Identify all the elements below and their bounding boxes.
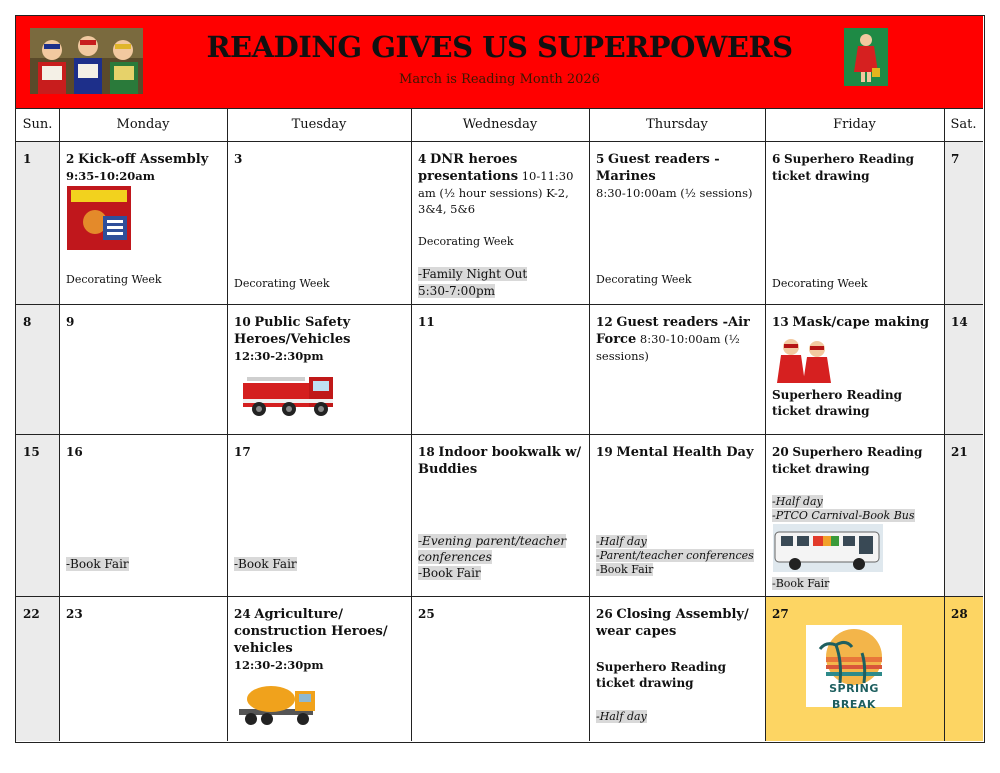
day-cell	[411, 435, 589, 596]
day-number: 3	[234, 152, 243, 166]
day-number: 10	[234, 315, 251, 329]
day-cell	[227, 305, 411, 434]
calendar	[15, 15, 985, 743]
day-number: 16	[66, 445, 83, 459]
day-cell	[411, 597, 589, 741]
day-cell	[589, 435, 765, 596]
event-time: 12:30-2:30pm	[234, 658, 324, 672]
day-cell	[944, 305, 983, 434]
day-cell	[59, 435, 227, 596]
day-number: 20	[772, 445, 789, 459]
book-bus-image	[773, 524, 883, 572]
day-cell	[59, 597, 227, 741]
day-number: 5	[596, 152, 605, 166]
page-subtitle: March is Reading Month 2026	[399, 72, 600, 87]
day-number: 18	[418, 445, 435, 459]
calendar-grid	[16, 108, 983, 741]
note: -Half day -Parent/teacher conferences -Book Fair	[596, 535, 754, 576]
event-title: Guest readers -Marines	[596, 152, 720, 184]
header-friday: Friday	[833, 117, 876, 132]
event-title-2: Superhero Reading ticket drawing	[772, 388, 903, 418]
day-cell	[59, 305, 227, 434]
note: Decorating Week	[66, 273, 162, 286]
event-title: Indoor bookwalk w/ Buddies	[418, 445, 582, 477]
header-monday: Monday	[116, 117, 170, 132]
day-cell	[944, 597, 983, 741]
event-title: DNR heroes presentations	[418, 152, 519, 184]
day-cell	[59, 142, 227, 304]
event-title: Closing Assembly/ wear capes	[596, 607, 749, 639]
day-number: 25	[418, 607, 435, 621]
header-saturday: Sat.	[950, 117, 977, 132]
day-number: 28	[951, 607, 968, 621]
day-cell	[765, 142, 944, 304]
day-number: 22	[23, 607, 40, 621]
day-cell	[589, 597, 765, 741]
event-title: Superhero Reading ticket drawing	[772, 445, 923, 476]
day-number: 4	[418, 152, 427, 166]
event-time: 9:35-10:20am	[66, 169, 155, 183]
day-cell	[227, 142, 411, 304]
day-number: 21	[951, 445, 968, 459]
note: -Book Fair	[772, 577, 830, 590]
note: -Half day -PTCO Carnival-Book Bus	[772, 495, 915, 522]
header-wednesday: Wednesday	[462, 117, 538, 132]
day-number: 2	[66, 152, 75, 166]
day-cell	[16, 142, 59, 304]
day-cell	[944, 142, 983, 304]
day-number: 6	[772, 152, 781, 166]
spring-break-logo-text: SPRING BREAK	[829, 682, 879, 711]
note: Decorating Week	[596, 273, 692, 286]
event-title: Public Safety Heroes/Vehicles	[234, 315, 351, 347]
note: -Book Fair	[66, 557, 129, 571]
note: -Half day	[596, 710, 647, 723]
note: Decorating Week	[234, 277, 330, 290]
day-cell	[411, 305, 589, 434]
day-number: 9	[66, 315, 75, 329]
note: -Book Fair	[234, 557, 297, 571]
day-cell	[765, 305, 944, 434]
day-cell	[16, 597, 59, 741]
fire-truck-image	[237, 369, 337, 419]
day-number: 12	[596, 315, 613, 329]
cement-mixer-image	[237, 679, 321, 729]
note: Decorating Week	[418, 235, 514, 248]
family-night-note: -Family Night Out 5:30-7:00pm	[418, 267, 528, 298]
mask-cape-kids-image	[775, 335, 833, 383]
day-number: 19	[596, 445, 613, 459]
superhero-girl-image	[844, 28, 888, 86]
day-number: 17	[234, 445, 251, 459]
day-number: 15	[23, 445, 40, 459]
header-tuesday: Tuesday	[291, 117, 347, 132]
event-title: Mask/cape making	[792, 315, 930, 330]
event-title: Kick-off Assembly	[78, 152, 209, 167]
page-title: READING GIVES US SUPERPOWERS	[206, 30, 793, 64]
day-cell	[589, 142, 765, 304]
event-title: Agriculture/ construction Heroes/ vehicles	[234, 607, 388, 656]
day-number: 13	[772, 315, 789, 329]
event-time: 8:30-10:00am (½ sessions)	[596, 186, 753, 200]
event-detail: 10-11:30 am (½ hour sessions) K-2, 3&4, 5&6	[418, 169, 574, 216]
superhero-book-cover-image	[67, 186, 131, 250]
day-number: 8	[23, 315, 32, 329]
event-time: 8:30-10:00am (½ sessions)	[596, 332, 740, 363]
day-cell	[589, 305, 765, 434]
day-cell	[944, 435, 983, 596]
event-title-2: Superhero Reading ticket drawing	[596, 660, 727, 690]
day-cell	[16, 305, 59, 434]
event-title: Guest readers -Air Force	[596, 315, 750, 347]
event-title: Superhero Reading ticket drawing	[772, 152, 915, 183]
day-cell	[765, 597, 944, 741]
day-number: 1	[23, 152, 32, 166]
day-number: 27	[772, 607, 789, 621]
day-cell	[227, 435, 411, 596]
day-number: 24	[234, 607, 251, 621]
event-time: 12:30-2:30pm	[234, 349, 324, 363]
day-number: 14	[951, 315, 968, 329]
day-cell	[765, 435, 944, 596]
note: -Evening parent/teacher conferences -Book Fair	[418, 534, 567, 580]
note: Decorating Week	[772, 277, 868, 290]
header-thursday: Thursday	[646, 117, 708, 132]
spring-break-logo	[806, 625, 902, 711]
day-cell	[16, 435, 59, 596]
day-number: 11	[418, 315, 435, 329]
banner	[16, 16, 983, 109]
day-cell	[227, 597, 411, 741]
header-sunday: Sun.	[22, 117, 53, 132]
day-number: 23	[66, 607, 83, 621]
day-number: 26	[596, 607, 613, 621]
day-number: 7	[951, 152, 960, 166]
day-cell	[411, 142, 589, 304]
event-title: Mental Health Day	[616, 445, 754, 460]
